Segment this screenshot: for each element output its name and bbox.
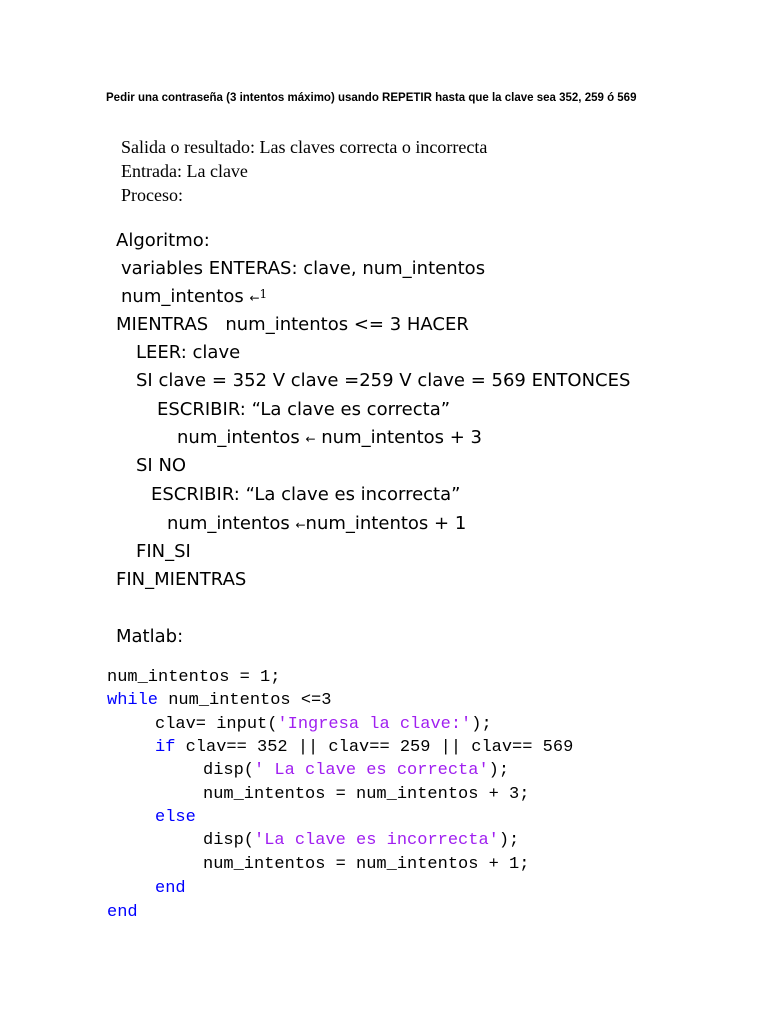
code-line-plus3: num_intentos = num_intentos + 3; xyxy=(203,785,530,804)
code-while-condition: num_intentos <=3 xyxy=(158,691,332,710)
code-line-disp-correct xyxy=(203,762,509,779)
code-disp-call: disp( xyxy=(203,831,255,850)
alg-increment-expr: num_intentos + 3 xyxy=(315,427,482,448)
alg-read-line: LEER: clave xyxy=(136,342,241,363)
alg-else-line: SI NO xyxy=(136,455,187,476)
code-line-input xyxy=(155,716,492,733)
alg-init-value: 1 xyxy=(259,287,268,301)
alg-write-correct-line: ESCRIBIR: “La clave es correcta” xyxy=(157,399,451,420)
code-string-incorrect: 'La clave es incorrecta' xyxy=(254,831,499,850)
algorithm-label: Algoritmo: xyxy=(116,230,210,251)
spec-entrada: Entrada: La clave xyxy=(121,161,248,181)
code-disp-call: disp( xyxy=(203,761,255,780)
alg-write-incorrect-line: ESCRIBIR: “La clave es incorrecta” xyxy=(151,484,461,505)
code-disp-close: ); xyxy=(488,761,510,780)
code-line-end-inner xyxy=(155,880,186,897)
keyword-end: end xyxy=(155,879,186,898)
page-heading: Pedir una contraseña (3 intentos máximo) usando REPETIR hasta que la clave sea 352, 259 ó 569 xyxy=(106,92,637,104)
alg-increment-incorrect-line xyxy=(167,515,466,533)
code-input-call: clav= input( xyxy=(155,715,278,734)
alg-if-line: SI clave = 352 V clave =259 V clave = 569 ENTONCES xyxy=(136,370,631,391)
assign-arrow: ← xyxy=(305,432,316,446)
code-line-else xyxy=(155,809,196,826)
keyword-else: else xyxy=(155,808,196,827)
alg-endwhile-line: FIN_MIENTRAS xyxy=(116,569,247,590)
code-line-init: num_intentos = 1; xyxy=(107,668,281,687)
code-string-prompt: 'Ingresa la clave:' xyxy=(277,715,472,734)
code-if-condition: clav== 352 || clav== 259 || clav== 569 xyxy=(175,738,574,757)
keyword-if: if xyxy=(155,738,176,757)
code-line-plus1: num_intentos = num_intentos + 1; xyxy=(203,855,530,874)
alg-increment-var: num_intentos xyxy=(167,513,296,534)
assign-arrow: ← xyxy=(249,291,260,305)
spec-salida: Salida o resultado: Las claves correcta o incorrecta xyxy=(121,137,488,157)
code-disp-close: ); xyxy=(498,831,520,850)
code-line-while xyxy=(107,692,331,709)
spec-proceso: Proceso: xyxy=(121,185,183,205)
alg-init-var: num_intentos xyxy=(121,286,250,307)
alg-increment-var: num_intentos xyxy=(177,427,306,448)
keyword-while: while xyxy=(107,691,159,710)
code-input-close: ); xyxy=(471,715,492,734)
alg-init-line xyxy=(121,288,267,306)
alg-increment-correct-line xyxy=(177,429,482,447)
code-line-disp-incorrect xyxy=(203,832,519,849)
code-line-if xyxy=(155,739,573,756)
alg-while-line: MIENTRAS num_intentos <= 3 HACER xyxy=(116,314,469,335)
assign-arrow: ← xyxy=(295,518,306,532)
matlab-label: Matlab: xyxy=(116,626,184,647)
alg-endif-line: FIN_SI xyxy=(136,541,191,562)
alg-variables-line: variables ENTERAS: clave, num_intentos xyxy=(121,258,486,279)
keyword-end: end xyxy=(107,903,138,922)
code-line-end-outer xyxy=(107,904,138,921)
code-string-correct: ' La clave es correcta' xyxy=(254,761,489,780)
alg-increment-expr: num_intentos + 1 xyxy=(305,513,467,534)
